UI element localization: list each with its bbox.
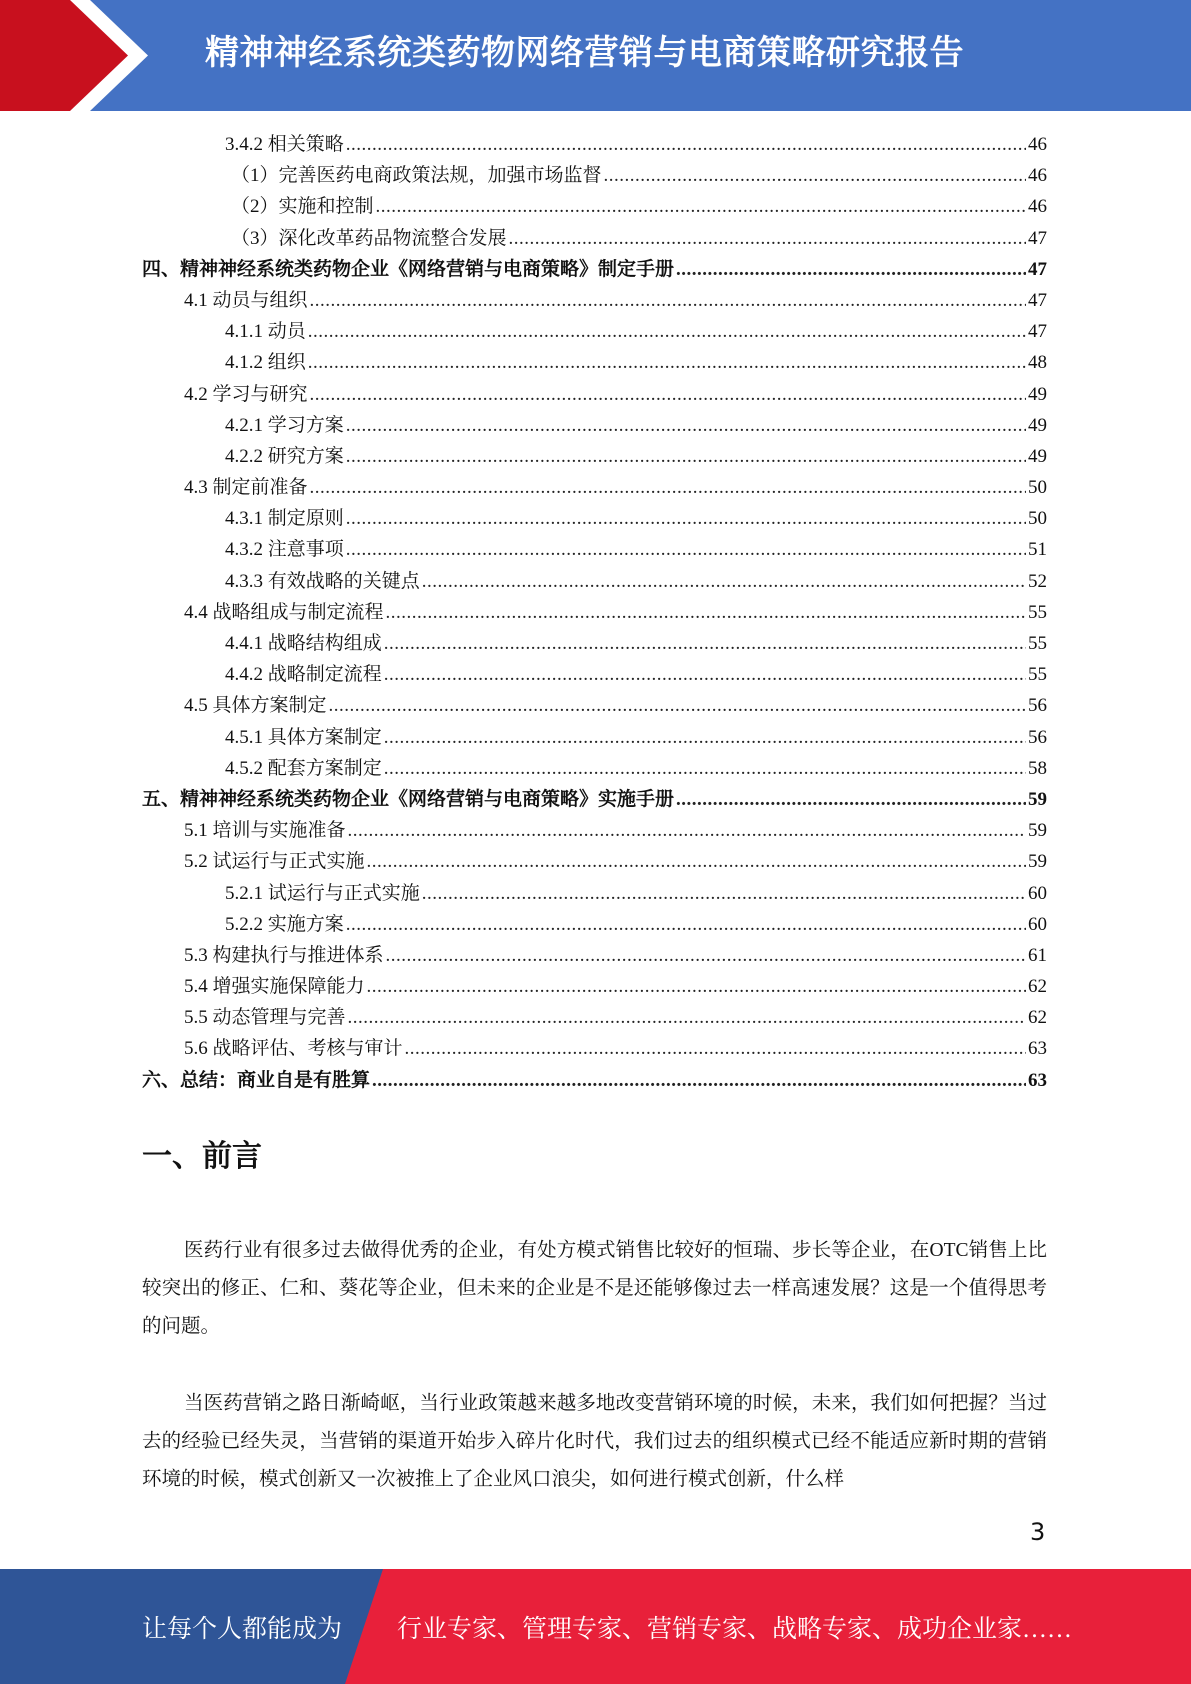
- toc-entry-title: 4.1 动员与组织: [184, 289, 308, 311]
- toc-entry-title: 5.2 试运行与正式实施: [184, 851, 365, 873]
- paragraph-2: 当医药营销之路日渐崎岖，当行业政策越来越多地改变营销环境的时候，未来，我们如何把握？当过去的经验已经失灵，当营销的渠道开始步入碎片化时代，我们过去的组织模式已经不能适应新时期的营销环境的时候，模式创新又一次被推上了企业风口浪尖，如何进行模式创新，什么样: [142, 1393, 1047, 1490]
- toc-leader-dots: [386, 940, 1026, 971]
- report-title: 精神神经系统类药物网络营销与电商策略研究报告: [205, 33, 964, 73]
- toc-entry-page: 47: [1028, 258, 1047, 280]
- toc-entry-page: 48: [1028, 352, 1047, 374]
- toc-leader-dots: [367, 971, 1026, 1002]
- toc-entry-title: 4.5 具体方案制定: [184, 695, 327, 717]
- toc-entry[interactable]: [142, 753, 1047, 784]
- toc-leader-dots: [384, 753, 1026, 784]
- toc-entry[interactable]: [142, 441, 1047, 472]
- toc-entry-page: 50: [1028, 477, 1047, 499]
- toc-entry-page: 59: [1028, 851, 1047, 873]
- toc-leader-dots: [422, 878, 1026, 909]
- toc-entry-title: （1）完善医药电商政策法规，加强市场监督: [231, 165, 602, 187]
- toc-leader-dots: [329, 690, 1026, 721]
- toc-entry[interactable]: [142, 628, 1047, 659]
- toc-leader-dots: [386, 597, 1026, 628]
- page-header: [0, 0, 1191, 111]
- toc-entry[interactable]: [142, 503, 1047, 534]
- toc-entry-title: 4.5.1 具体方案制定: [225, 726, 382, 748]
- toc-leader-dots: [376, 191, 1026, 222]
- toc-leader-dots: [346, 410, 1026, 441]
- toc-entry-title: 5.5 动态管理与完善: [184, 1007, 346, 1029]
- toc-entry-page: 55: [1028, 601, 1047, 623]
- toc-entry-page: 49: [1028, 445, 1047, 467]
- toc-entry-title: 4.2.2 研究方案: [225, 445, 344, 467]
- toc-entry[interactable]: [142, 316, 1047, 347]
- toc-entry[interactable]: [142, 940, 1047, 971]
- toc-entry-page: 59: [1028, 820, 1047, 842]
- toc-entry-title: 5.2.1 试运行与正式实施: [225, 882, 420, 904]
- toc-entry[interactable]: [142, 846, 1047, 877]
- page-number: 3: [1030, 1518, 1046, 1546]
- toc-entry-page: 63: [1028, 1069, 1047, 1091]
- toc-leader-dots: [346, 129, 1026, 160]
- toc-leader-dots: [348, 1002, 1026, 1033]
- toc-entry-title: 4.5.2 配套方案制定: [225, 757, 382, 779]
- toc-entry[interactable]: [142, 597, 1047, 628]
- toc-entry[interactable]: [142, 971, 1047, 1002]
- toc-leader-dots: [367, 846, 1026, 877]
- toc-leader-dots: [676, 254, 1026, 285]
- toc-entry[interactable]: [142, 909, 1047, 940]
- toc-entry[interactable]: [142, 1002, 1047, 1033]
- toc-entry-title: 4.3 制定前准备: [184, 477, 308, 499]
- toc-leader-dots: [310, 285, 1026, 316]
- toc-entry[interactable]: [142, 347, 1047, 378]
- table-of-contents: [142, 129, 1047, 1096]
- toc-entry-title: 五、精神神经系统类药物企业《网络营销与电商策略》实施手册: [142, 788, 675, 810]
- toc-entry-page: 49: [1028, 383, 1047, 405]
- toc-leader-dots: [308, 316, 1026, 347]
- toc-entry-page: 60: [1028, 882, 1047, 904]
- toc-entry[interactable]: [142, 410, 1047, 441]
- toc-entry[interactable]: [142, 1065, 1047, 1096]
- toc-entry[interactable]: [142, 379, 1047, 410]
- toc-entry-page: 56: [1028, 695, 1047, 717]
- toc-leader-dots: [422, 566, 1026, 597]
- page-footer: [0, 1569, 1191, 1684]
- toc-entry-title: 4.2 学习与研究: [184, 383, 308, 405]
- toc-entry-page: 60: [1028, 913, 1047, 935]
- section-heading: 一、前言: [142, 1139, 262, 1174]
- toc-entry-page: 62: [1028, 976, 1047, 998]
- toc-entry-page: 62: [1028, 1007, 1047, 1029]
- toc-entry-title: 5.3 构建执行与推进体系: [184, 944, 384, 966]
- toc-entry[interactable]: [142, 1033, 1047, 1064]
- toc-entry[interactable]: [142, 566, 1047, 597]
- toc-entry-page: 47: [1028, 227, 1047, 249]
- toc-entry-title: 5.1 培训与实施准备: [184, 820, 346, 842]
- toc-leader-dots: [676, 784, 1026, 815]
- toc-entry-title: 4.3.1 制定原则: [225, 508, 344, 530]
- toc-leader-dots: [310, 472, 1026, 503]
- toc-leader-dots: [310, 379, 1026, 410]
- toc-entry-page: 46: [1028, 196, 1047, 218]
- toc-entry-title: 4.4 战略组成与制定流程: [184, 601, 384, 623]
- toc-entry-title: （2）实施和控制: [231, 196, 374, 218]
- toc-entry[interactable]: [142, 878, 1047, 909]
- toc-entry-page: 46: [1028, 165, 1047, 187]
- toc-entry-page: 59: [1028, 788, 1047, 810]
- footer-slogan-right: 行业专家、管理专家、营销专家、战略专家、成功企业家……: [397, 1616, 1073, 1643]
- paragraph-1: 医药行业有很多过去做得优秀的企业，有处方模式销售比较好的恒瑞、步长等企业，在OTC销售上比较突出的修正、仁和、葵花等企业，但未来的企业是不是还能够像过去一样高速发展？这是一个值得思考的问题。: [142, 1240, 1047, 1337]
- toc-entry-page: 55: [1028, 633, 1047, 654]
- toc-entry-page: 61: [1028, 944, 1047, 966]
- footer-slogan-left: 让每个人都能成为: [142, 1616, 343, 1643]
- chevron-banner-icon: [0, 0, 150, 111]
- toc-entry-title: 5.6 战略评估、考核与审计: [184, 1038, 403, 1060]
- toc-entry-title: 4.4.1 战略结构组成: [225, 633, 382, 654]
- toc-entry-title: 六、总结：商业自是有胜算: [142, 1069, 371, 1091]
- toc-entry-page: 58: [1028, 757, 1047, 779]
- toc-entry[interactable]: [142, 129, 1047, 160]
- toc-entry-title: 5.2.2 实施方案: [225, 913, 344, 935]
- toc-entry-page: 52: [1028, 570, 1047, 592]
- toc-entry[interactable]: [142, 659, 1047, 690]
- toc-entry[interactable]: [142, 223, 1047, 254]
- toc-leader-dots: [405, 1033, 1026, 1064]
- toc-entry-page: 51: [1028, 539, 1047, 561]
- toc-entry-title: 3.4.2 相关策略: [225, 134, 344, 155]
- toc-entry-title: 4.2.1 学习方案: [225, 414, 344, 436]
- toc-leader-dots: [604, 160, 1026, 191]
- toc-entry-page: 63: [1028, 1038, 1047, 1060]
- toc-leader-dots: [346, 441, 1026, 472]
- toc-entry-title: 4.1.2 组织: [225, 352, 306, 374]
- toc-entry[interactable]: [142, 160, 1047, 191]
- toc-leader-dots: [346, 534, 1026, 565]
- toc-entry-title: 4.4.2 战略制定流程: [225, 664, 382, 686]
- toc-entry-page: 55: [1028, 664, 1047, 686]
- toc-entry[interactable]: [142, 254, 1047, 285]
- toc-entry-title: （3）深化改革药品物流整合发展: [231, 227, 507, 249]
- toc-entry-page: 50: [1028, 508, 1047, 530]
- toc-entry[interactable]: [142, 784, 1047, 815]
- toc-entry[interactable]: [142, 285, 1047, 316]
- toc-leader-dots: [384, 722, 1026, 753]
- toc-leader-dots: [384, 659, 1026, 690]
- toc-entry-page: 47: [1028, 321, 1047, 343]
- toc-entry-title: 4.3.3 有效战略的关键点: [225, 570, 420, 592]
- toc-entry[interactable]: [142, 690, 1047, 721]
- toc-leader-dots: [346, 503, 1026, 534]
- toc-entry[interactable]: [142, 191, 1047, 222]
- toc-leader-dots: [509, 223, 1026, 254]
- toc-entry[interactable]: [142, 472, 1047, 503]
- toc-leader-dots: [346, 909, 1026, 940]
- toc-entry-page: 47: [1028, 289, 1047, 311]
- toc-entry[interactable]: [142, 534, 1047, 565]
- toc-entry-title: 5.4 增强实施保障能力: [184, 976, 365, 998]
- toc-leader-dots: [348, 815, 1026, 846]
- toc-entry-page: 49: [1028, 414, 1047, 436]
- toc-leader-dots: [372, 1065, 1026, 1096]
- toc-entry[interactable]: [142, 815, 1047, 846]
- toc-entry-title: 4.1.1 动员: [225, 321, 306, 343]
- toc-entry[interactable]: [142, 722, 1047, 753]
- toc-leader-dots: [384, 628, 1026, 659]
- toc-entry-title: 四、精神神经系统类药物企业《网络营销与电商策略》制定手册: [142, 258, 675, 280]
- toc-leader-dots: [308, 347, 1026, 378]
- toc-entry-page: 56: [1028, 726, 1047, 748]
- toc-entry-title: 4.3.2 注意事项: [225, 539, 344, 561]
- toc-entry-page: 46: [1028, 134, 1047, 155]
